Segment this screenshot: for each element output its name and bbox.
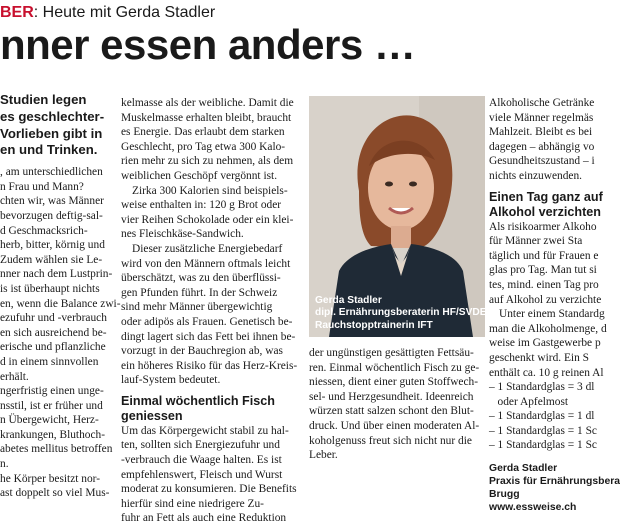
text-line: nner nach dem Lustprin-: [0, 268, 113, 281]
text-line: moderat zu konsumieren. Die Benefits: [121, 483, 297, 496]
text-line: auf Alkohol zu verzichte: [489, 293, 602, 306]
text-line: en, wenn die Balance zwi-: [0, 297, 121, 310]
subheading: [121, 394, 301, 424]
paragraph: [121, 424, 301, 526]
text-line: hierfür sind eine niedrigere Zu-: [121, 497, 264, 510]
text-line: Muskelmasse erhalten bleibt, braucht: [121, 111, 292, 124]
kicker-accent: BER: [0, 4, 34, 21]
text-line: -verbrauch die Waage halten. Es ist: [121, 454, 282, 467]
text-line: viele Männer regelmäs: [489, 111, 594, 124]
text-line: wird von den Männern oftmals leicht: [121, 257, 291, 270]
text-line: Zirka 300 Kalorien sind beispiels-: [132, 184, 288, 197]
text-line: nichts einzuwenden.: [489, 169, 582, 182]
column-2: [121, 96, 301, 526]
signature: [489, 462, 620, 514]
text-line: Geschlecht, pro Tag etwa 300 Kalo-: [121, 140, 286, 153]
text-line: Mahlzeit. Bleibt es bei: [489, 126, 593, 139]
text-line: weise im Gastgewerbe p: [489, 337, 601, 350]
subheading-line: Alkohol verzichten: [489, 204, 601, 219]
text-line: d in einem sinnvollen: [0, 355, 99, 368]
text-line: sind mehr Männer übergewichtig: [121, 301, 273, 314]
text-line: d Geschmacksrich-: [0, 224, 88, 237]
text-line: niessen, dient einer guten Stoffwech-: [309, 376, 479, 389]
lead-line: es geschlechter-: [0, 108, 105, 124]
text-line: chten wir, was Männer: [0, 195, 104, 208]
list-item: oder Apfelmost: [489, 395, 569, 408]
text-line: Leber.: [309, 449, 338, 462]
text-line: n Übergewicht, Herz-: [0, 414, 99, 427]
text-line: druck. Und über einen moderaten Al-: [309, 419, 480, 432]
paragraph: [489, 220, 600, 308]
text-line: vorzugt in der Bauchregion ab, was: [121, 345, 283, 358]
caption-name: Gerda Stadler: [315, 294, 382, 306]
caption-title: dipl. Ernährungsberaterin HF/SVDE: [315, 307, 487, 319]
paragraph: [121, 96, 301, 184]
text-line: is ist überhaupt nichts: [0, 282, 100, 295]
text-line: überschätzt, was zu den überflüssi-: [121, 272, 281, 285]
subheading: [489, 189, 603, 220]
text-line: erische und pflanzliche: [0, 341, 106, 354]
text-line: es Energie. Das erlaubt dem starken: [121, 126, 285, 139]
signature-practice: Praxis für Ernährungsbera: [489, 476, 620, 488]
text-line: der ungünstigen gesättigten Fettsäu-: [309, 347, 474, 359]
text-line: geschenkt wird. Ein S: [489, 351, 589, 364]
text-line: sel- und Herzgesundheit. Ideenreich: [309, 390, 474, 403]
text-line: kelmasse als der weibliche. Damit die: [121, 97, 294, 109]
text-line: ren. Einmal wöchentlich Fisch zu ge-: [309, 361, 480, 374]
paragraph: [121, 184, 301, 242]
text-line: würzen statt salzen schont den Blut-: [309, 405, 474, 418]
text-line: vier Reihen Schokolade oder ein klei-: [121, 213, 294, 226]
text-line: für Männer zwei Sta: [489, 235, 583, 248]
text-line: he Körper besitzt nor-: [0, 472, 101, 485]
text-line: nes Fleischkäse-Sandwich.: [121, 228, 244, 241]
subheading-line: geniessen: [121, 408, 183, 423]
list: [489, 380, 600, 453]
text-line: tes, mind. einen Tag pro: [489, 278, 599, 291]
text-line: weiblichen Geschöpf vergönnt ist.: [121, 169, 278, 182]
text-line: herb, bitter, körnig und: [0, 239, 105, 252]
text-line: glas pro Tag. Man tut si: [489, 264, 597, 277]
text-line: täglich und für Frauen e: [489, 249, 599, 262]
list-item: – 1 Standardglas = 1 Sc: [489, 424, 597, 437]
text-line: man die Alkoholmenge, d: [489, 322, 607, 335]
text-line: Zudem wählen sie Le-: [0, 253, 103, 266]
text-line: oder adipös als Frauen. Genetisch be-: [121, 315, 293, 328]
signature-city: Brugg: [489, 489, 520, 501]
text-line: erhält.: [0, 370, 29, 383]
text-line: koholgenuss freut sich nicht nur die: [309, 434, 472, 447]
text-line: Unter einem Standardg: [499, 308, 605, 321]
list-item: – 1 Standardglas = 1 dl: [489, 410, 595, 423]
text-line: bevorzugen deftig-sal-: [0, 209, 103, 222]
text-line: ast doppelt so viel Mus-: [0, 487, 110, 500]
text-line: en sich ausreichend be-: [0, 326, 107, 339]
text-line: Als risikoarmer Alkoho: [489, 220, 597, 233]
photo-caption: [309, 292, 485, 337]
text-line: lauf-System bedeutet.: [121, 374, 221, 387]
caption-title: Rauchstopptrainerin IFT: [315, 319, 433, 331]
text-line: ezufuhr und -verbrauch: [0, 312, 107, 325]
kicker-text: : Heute mit Gerda Stadler: [33, 4, 216, 21]
text-line: Dieser zusätzliche Energiebedarf: [132, 242, 283, 255]
text-line: Gesundheitszustand – i: [489, 155, 595, 168]
text-line: ngerfristig einen unge-: [0, 385, 104, 398]
subheading-line: Einmal wöchentlich Fisch: [121, 393, 275, 408]
text-line: abetes mellitus betroffen: [0, 443, 113, 456]
lead-line: Studien legen: [0, 92, 87, 107]
text-line: fuhr an Fett als auch eine Reduktion: [121, 512, 287, 525]
portrait-photo: [309, 96, 485, 337]
text-line: weise enthalten in: 120 g Brot oder: [121, 199, 282, 212]
list-item: – 1 Standardglas = 3 dl: [489, 381, 595, 394]
signature-website: www.essweise.ch: [489, 502, 577, 514]
lead-paragraph: [0, 92, 109, 159]
lead-line: Vorlieben gibt in: [0, 125, 103, 141]
lead-line: en und Trinken.: [0, 142, 98, 158]
text-line: empfehlenswert, Fleisch und Wurst: [121, 468, 283, 481]
text-line: enthält ca. 10 g reinen Al: [489, 366, 604, 379]
body-text: [0, 165, 121, 501]
paragraph: [489, 96, 600, 184]
text-line: krankungen, Bluthoch-: [0, 428, 106, 441]
text-line: nsstil, ist er früher und: [0, 399, 103, 412]
column-1: [0, 92, 121, 501]
paragraph: [489, 307, 607, 380]
column-3: [309, 346, 485, 463]
list-item: – 1 Standardglas = 1 Sc: [489, 439, 597, 452]
text-line: , am unterschiedlichen: [0, 166, 103, 179]
column-4: [489, 96, 620, 514]
text-line: ten, sollten sich Energiezufuhr und: [121, 439, 280, 452]
text-line: dagegen – abhängig vo: [489, 140, 595, 153]
text-line: n Frau und Mann?: [0, 180, 84, 193]
text-line: ein höheres Risiko für das Herz-Kreis-: [121, 359, 298, 372]
text-line: Um das Körpergewicht stabil zu hal-: [121, 424, 289, 437]
paragraph: [121, 242, 301, 388]
headline: nner essen anders …: [0, 21, 416, 68]
signature-name: Gerda Stadler: [489, 463, 558, 475]
subheading-line: Einen Tag ganz auf: [489, 189, 603, 204]
text-line: rien mehr zu sich zu nehmen, als dem: [121, 155, 294, 168]
text-line: dingt lagert sich das Fett bei ihnen be-: [121, 330, 296, 343]
text-line: gen Pfunden führt. In der Schweiz: [121, 286, 278, 299]
text-line: n.: [0, 458, 9, 471]
text-line: Alkoholische Getränke: [489, 97, 595, 109]
